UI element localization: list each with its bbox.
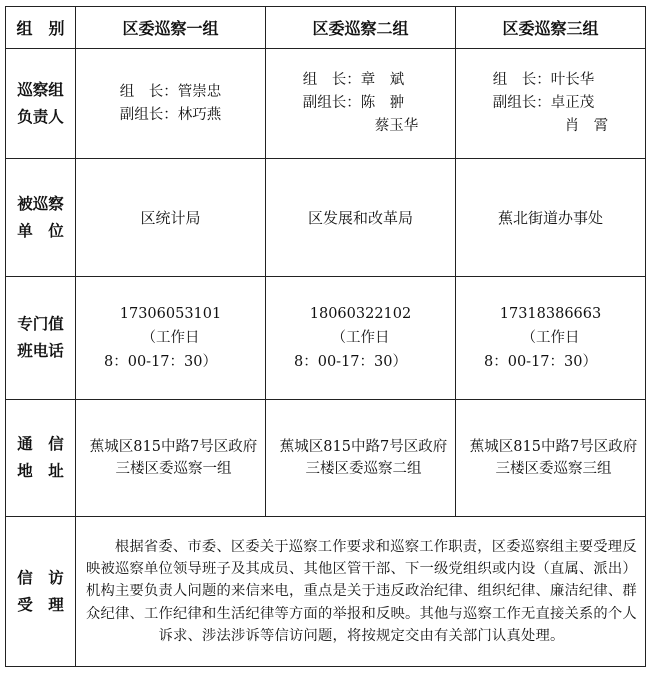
phone-number-1: 17306053101	[119, 306, 222, 322]
inspection-table-wrapper	[5, 6, 646, 667]
phone-group-3	[456, 277, 646, 400]
phones-label-line2: 班电话	[17, 342, 64, 360]
phone-workday-3: （工作日	[521, 330, 580, 346]
address-label-line2: 地 址	[17, 462, 64, 480]
group3-leader: 组 长：叶长华	[492, 72, 595, 88]
inspection-groups-table	[5, 6, 646, 667]
petition-label-line2: 受 理	[17, 595, 64, 614]
leaders-label	[6, 49, 76, 159]
phone-number-2: 18060322102	[309, 306, 412, 322]
address-label	[6, 400, 76, 517]
petition-row	[6, 517, 646, 667]
unit-group-3: 蕉北街道办事处	[456, 159, 646, 277]
petition-label-line1: 信 访	[17, 568, 64, 587]
group3-deputy: 副组长：卓正茂	[492, 95, 595, 111]
units-label	[6, 159, 76, 277]
leaders-label-line1: 巡察组	[17, 80, 64, 99]
unit-group-2: 区发展和改革局	[266, 159, 456, 277]
leaders-label-line2: 负责人	[17, 107, 64, 126]
leaders-row	[6, 49, 646, 159]
leaders-group-1	[76, 49, 266, 159]
phone-hours-1: 8：00-17：30）	[104, 354, 217, 370]
group2-deputy: 副组长：陈 翀	[302, 95, 405, 111]
group2-leader: 组 长：章 斌	[302, 72, 405, 88]
units-row	[6, 159, 646, 277]
address-group-3: 蕉城区815中路7号区政府三楼区委巡察三组	[456, 400, 646, 517]
phone-hours-3: 8：00-17：30）	[484, 354, 597, 370]
header-label: 组 别	[6, 7, 76, 49]
group3-deputy-2: 肖 霄	[564, 118, 609, 134]
address-group-1: 蕉城区815中路7号区政府三楼区委巡察一组	[76, 400, 266, 517]
phones-label-line1: 专门值	[17, 315, 64, 333]
petition-text: 根据省委、市委、区委关于巡察工作要求和巡察工作职责，区委巡察组主要受理反映被巡察单位领导班子及其成员、其他区管干部、下一级党组织或内设（直属、派出）机构主要负责人问题的来信来电，重点是关于违反政治纪律、组织纪律、廉洁纪律、群众纪律、工作纪律和生活纪律等方面的举报和反映。其他与巡察工作无直接关系的个人诉求、涉法涉诉等信访问题，将按规定交由有关部门认真处理。	[76, 517, 646, 667]
leaders-group-2	[266, 49, 456, 159]
units-label-line1: 被巡察	[17, 194, 64, 213]
phone-group-2	[266, 277, 456, 400]
phone-workday-1: （工作日	[141, 330, 200, 346]
address-label-line1: 通 信	[17, 435, 64, 453]
unit-group-1: 区统计局	[76, 159, 266, 277]
phone-hours-2: 8：00-17：30）	[294, 354, 407, 370]
address-row	[6, 400, 646, 517]
phones-row	[6, 277, 646, 400]
address-group-2: 蕉城区815中路7号区政府三楼区委巡察二组	[266, 400, 456, 517]
phone-group-1	[76, 277, 266, 400]
phones-label	[6, 277, 76, 400]
group2-deputy-2: 蔡玉华	[374, 118, 419, 134]
group1-deputy: 副组长：林巧燕	[119, 106, 222, 123]
header-row	[6, 7, 646, 49]
phone-workday-2: （工作日	[331, 330, 390, 346]
leaders-group-3	[456, 49, 646, 159]
group1-leader: 组 长：管崇忠	[119, 83, 222, 100]
petition-label	[6, 517, 76, 667]
header-group-1: 区委巡察一组	[76, 7, 266, 49]
header-group-3: 区委巡察三组	[456, 7, 646, 49]
units-label-line2: 单 位	[17, 221, 64, 240]
header-group-2: 区委巡察二组	[266, 7, 456, 49]
phone-number-3: 17318386663	[499, 306, 602, 322]
